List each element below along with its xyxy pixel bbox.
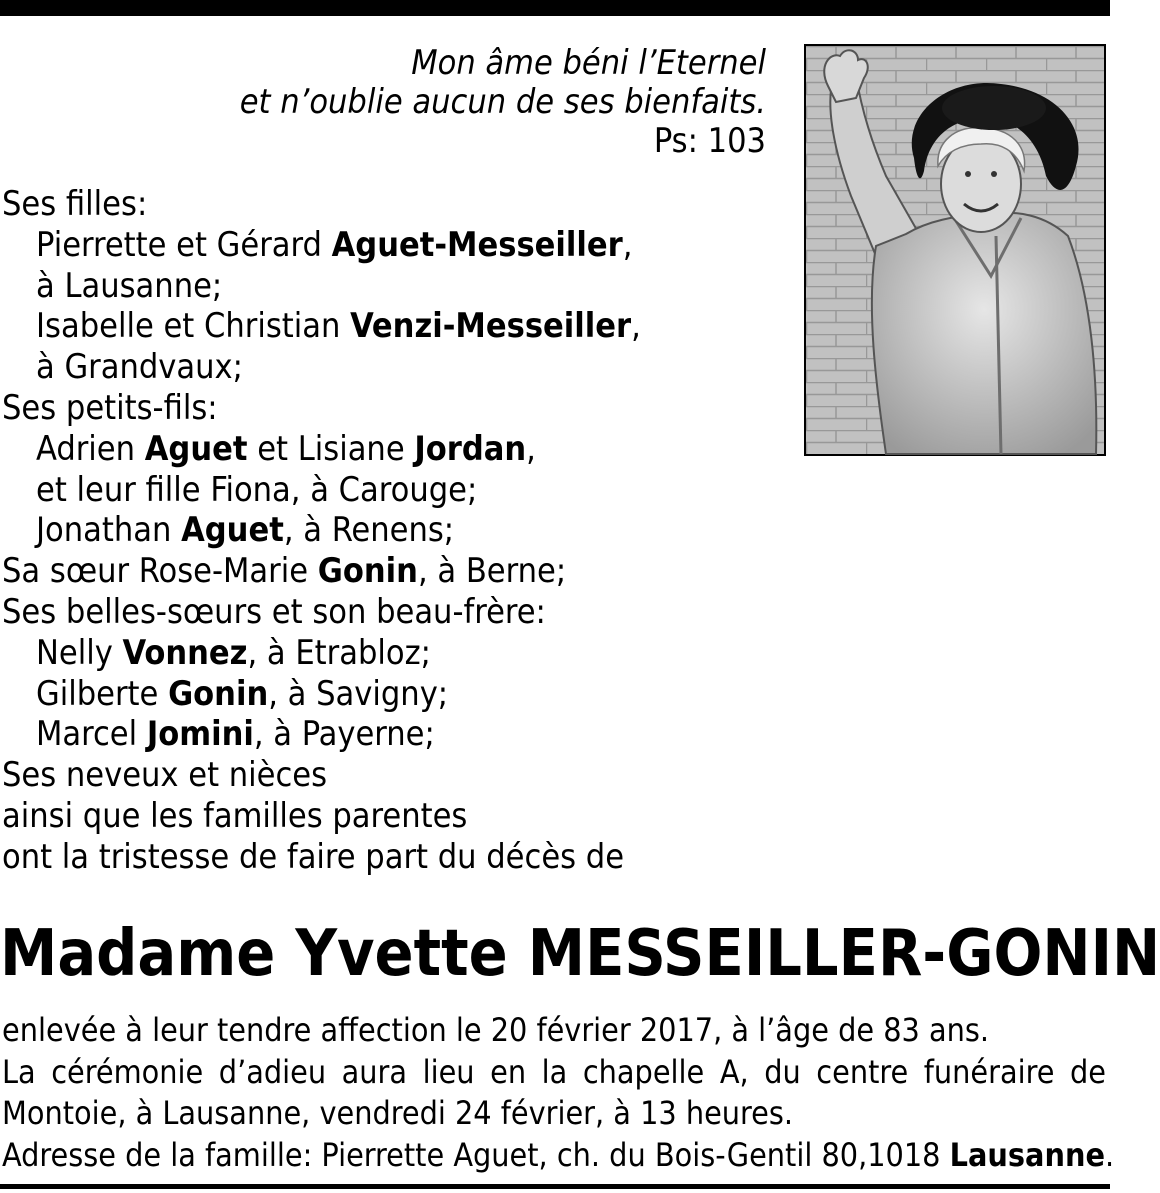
details-line-2: La cérémonie d’adieu aura lieu en la chapelle A, du centre funéraire de [2,1052,1106,1091]
funeral-details [2,1010,1115,1176]
family-text: Ses filles: [2,184,148,224]
family-line [2,184,641,225]
family-line [2,755,641,796]
family-text: Isabelle et Christian [36,306,351,347]
family-text: et Lisiane [247,428,415,469]
family-text: Nelly [36,632,123,673]
details-line-1: enlevée à leur tendre affection le 20 février 2017, à l’âge de 83 ans. [2,1011,990,1049]
family-address-end: . [1104,1135,1115,1174]
family-text: , à Savigny; [268,673,449,714]
bible-verse [240,44,766,161]
family-surname: Venzi-Messeiller [350,306,632,347]
family-address-city: Lausanne [949,1135,1105,1174]
portrait-photo [804,44,1106,456]
family-text: ainsi que les familles parentes [2,795,468,836]
deceased-name: Madame Yvette MESSEILLER-GONIN [0,917,1160,991]
family-text: Ses belles-sœurs et son beau-frère: [2,591,546,632]
family-text: , [526,428,536,469]
family-surname: Jordan [414,428,527,469]
family-line [2,633,641,674]
top-rule [0,0,1110,16]
family-line [2,306,641,347]
family-text: Sa sœur Rose-Marie [2,551,318,592]
verse-reference: Ps: 103 [653,121,766,161]
family-address: Adresse de la famille: Pierrette Aguet, ch. du Bois-Gentil 80,1018 [2,1135,950,1174]
family-text: , à Etrabloz; [247,632,431,673]
family-text: Ses petits-fils: [2,387,218,428]
family-surname: Jomini [146,714,254,755]
family-surname: Aguet [181,510,284,551]
family-text: ont la tristesse de faire part du décès de [2,836,625,877]
family-line [2,225,641,266]
family-text: à Lausanne; [36,265,223,306]
bottom-rule [0,1184,1110,1189]
family-line [2,266,641,307]
family-text: à Grandvaux; [36,347,243,388]
family-line [2,796,641,837]
family-members-list [2,184,641,878]
family-text: , à Renens; [283,510,455,551]
family-line [2,470,641,511]
family-line [2,714,641,755]
family-text: Adrien [36,428,145,469]
family-line [2,429,641,470]
family-surname: Gonin [168,673,269,714]
family-line [2,551,641,592]
family-text: Marcel [36,714,147,755]
family-text: et leur fille Fiona, à Carouge; [36,469,478,510]
family-line [2,592,641,633]
family-line [2,388,641,429]
family-line [2,347,641,388]
details-line-3: Montoie, à Lausanne, vendredi 24 février, à 13 heures. [2,1094,794,1132]
family-text: , à Berne; [417,551,567,592]
family-surname: Vonnez [122,632,248,673]
family-text: , à Payerne; [253,714,435,755]
family-surname: Aguet-Messeiller [331,224,623,265]
family-text: Jonathan [36,510,182,551]
family-text: , [631,306,641,347]
family-surname: Aguet [144,428,248,469]
family-text: Pierrette et Gérard [36,224,332,265]
family-surname: Gonin [317,551,418,592]
portrait-photo-icon [806,46,1104,454]
details-line-4 [2,1135,1115,1177]
family-text: , [622,224,633,265]
family-line [2,837,641,878]
family-text: Gilberte [36,673,169,714]
family-line [2,510,641,551]
family-text: Ses neveux et nièces [2,755,328,796]
verse-line-1: Mon âme béni l’Eternel [411,43,766,83]
family-line [2,674,641,715]
verse-line-2: et n’oublie aucun de ses bienfaits. [239,82,766,122]
